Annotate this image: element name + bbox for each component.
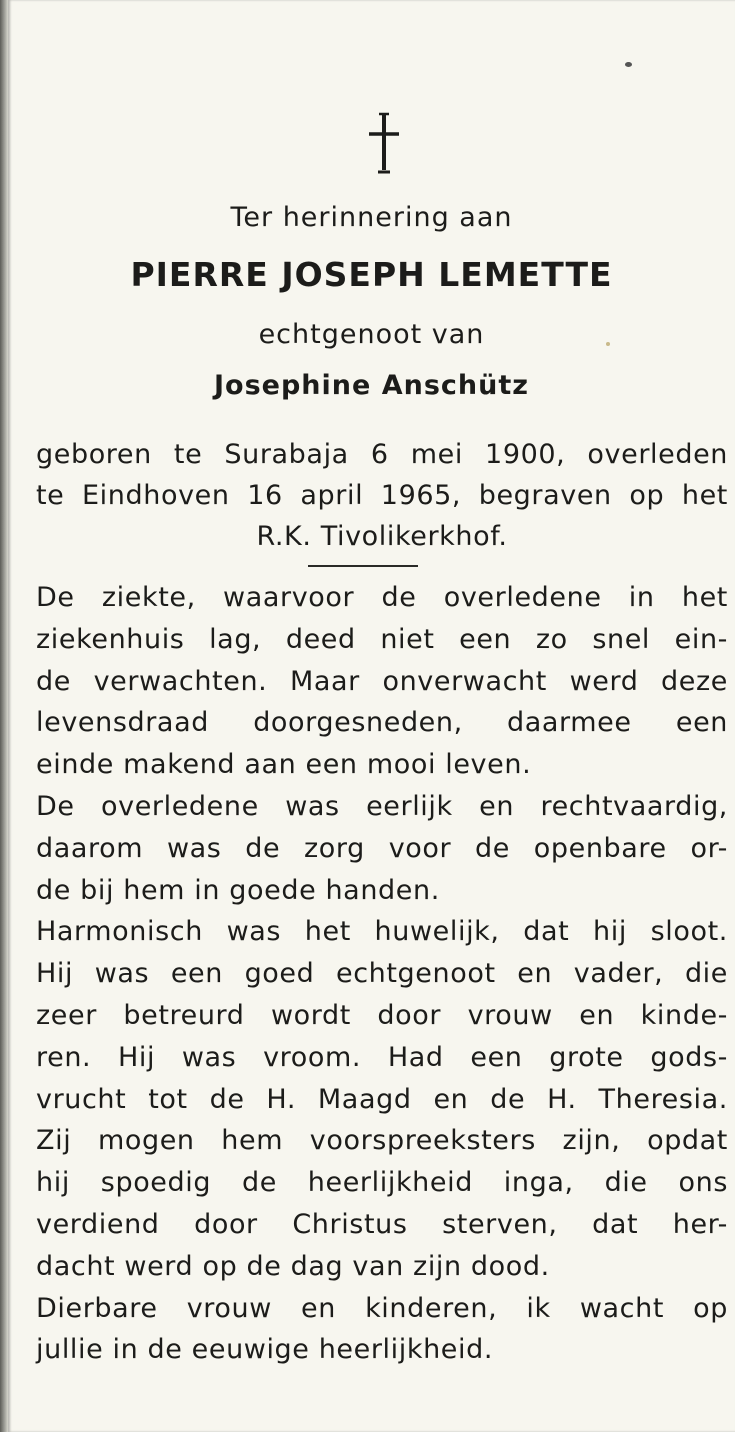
body-line: De overledene was eerlijk en rechtvaardig, (36, 790, 728, 822)
body-line: ren. Hij was vroom. Had een grote gods- (36, 1041, 728, 1073)
dates-paragraph (36, 434, 728, 557)
body-line: zeer betreurd wordt door vrouw en kinde- (36, 999, 728, 1031)
spouse-intro-text: echtgenoot van (258, 319, 485, 350)
body-line: dacht werd op de dag van zijn dood. (36, 1250, 550, 1282)
memorial-card (8, 0, 735, 1432)
card-edge (0, 0, 8, 1432)
cross-icon (359, 110, 409, 176)
body-line: verdiend door Christus sterven, dat her- (36, 1208, 728, 1240)
body-line: daarom was de zorg voor de openbare or- (36, 832, 728, 864)
spouse-name: Josephine Anschütz (214, 370, 529, 401)
body-line: ziekenhuis lag, deed niet een zo snel ein- (36, 623, 728, 655)
body-line: de bij hem in goede handen. (36, 874, 440, 906)
body-line: jullie in de eeuwige heerlijkheid. (36, 1334, 494, 1366)
body-line: hij spoedig de heerlijkheid inga, die ons (36, 1167, 728, 1199)
dates-line: R.K. Tivolikerkhof. (256, 521, 508, 552)
body-line: Harmonisch was het huwelijk, dat hij sloot. (36, 916, 728, 948)
body-line: vrucht tot de H. Maagd en de H. Theresia. (36, 1083, 728, 1115)
body-paragraph (36, 577, 728, 1371)
body-line: De ziekte, waarvoor de overledene in het (36, 582, 728, 613)
deceased-name: PIERRE JOSEPH LEMETTE (130, 255, 613, 294)
intro-text: Ter herinnering aan (230, 202, 513, 233)
paper-speck (625, 62, 632, 67)
body-line: de verwachten. Maar onverwacht werd deze (36, 665, 728, 697)
body-line: levensdraad doorgesneden, daarmee een (36, 707, 728, 739)
body-line: Zij mogen hem voorspreeksters zijn, opdat (36, 1125, 728, 1157)
body-line: einde makend aan een mooi leven. (36, 749, 532, 781)
dates-line: te Eindhoven 16 april 1965, begraven op het (36, 480, 728, 511)
body-line: Hij was een goed echtgenoot en vader, die (36, 958, 728, 990)
body-line: Dierbare vrouw en kinderen, ik wacht op (36, 1292, 728, 1324)
dates-line: geboren te Surabaja 6 mei 1900, overleden (36, 439, 728, 470)
divider-line (308, 565, 418, 567)
